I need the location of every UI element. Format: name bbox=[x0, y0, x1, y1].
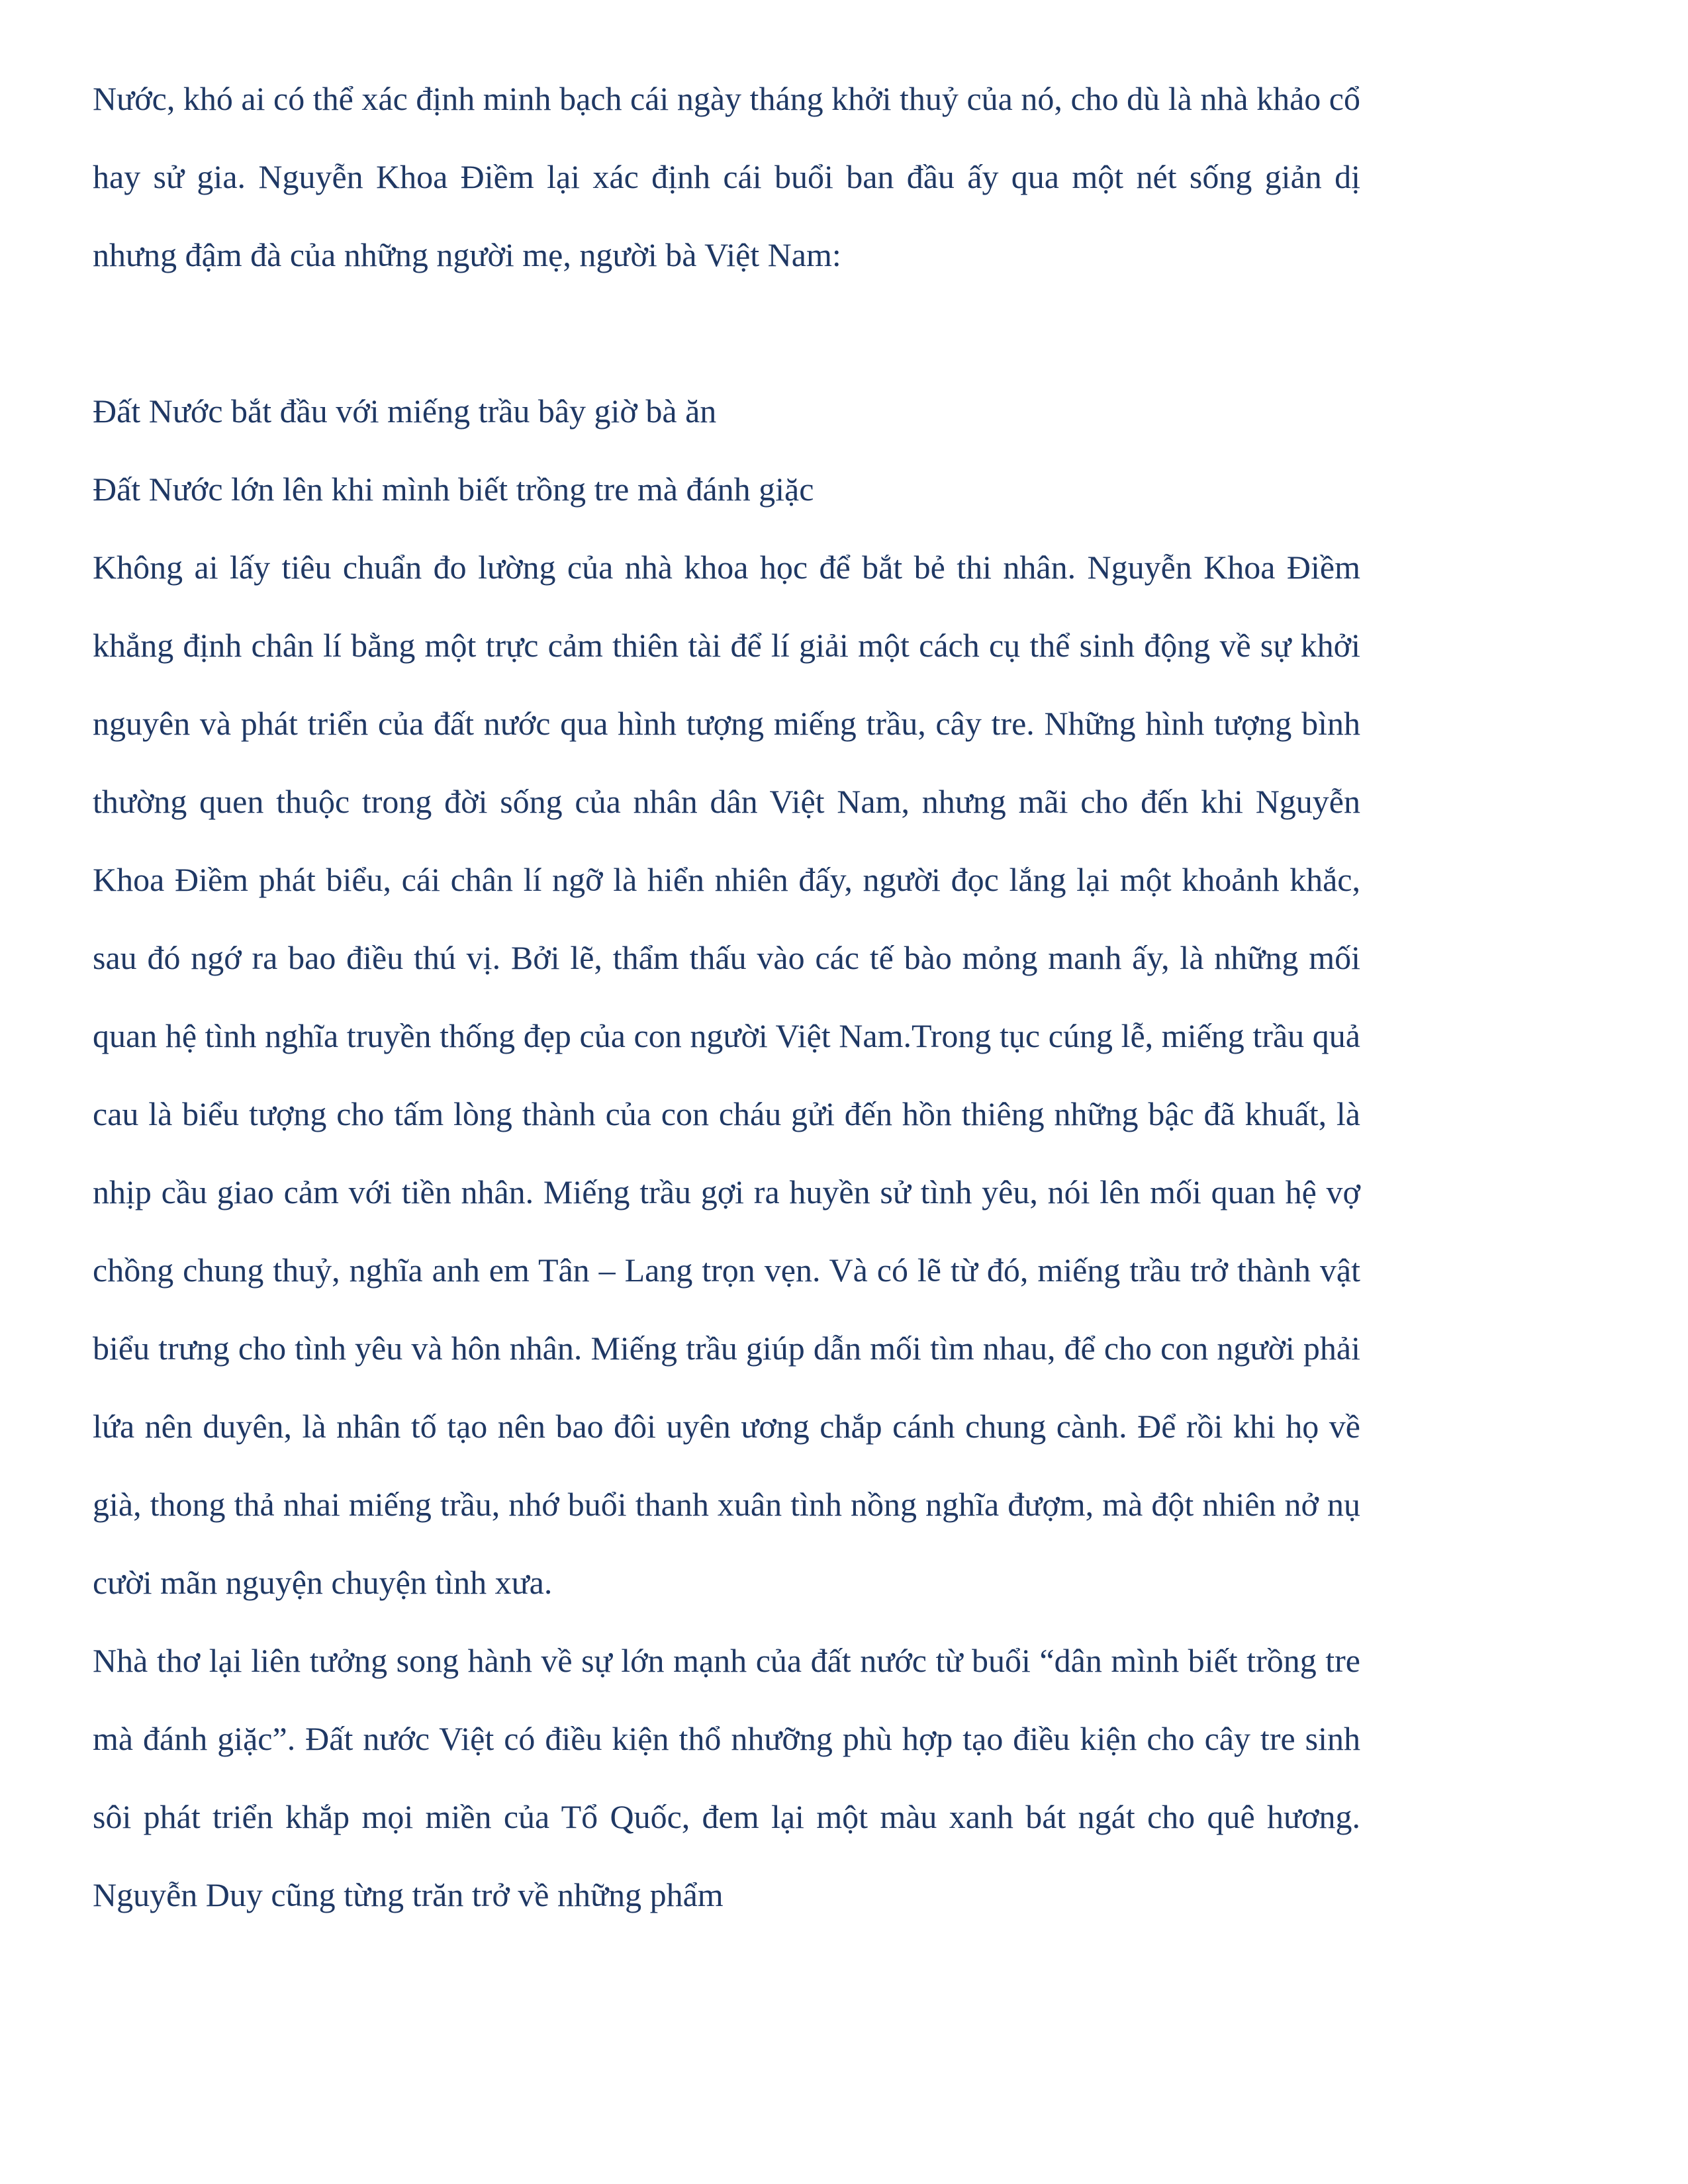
blank-line bbox=[93, 294, 1360, 372]
paragraph-analysis-trau: Không ai lấy tiêu chuẩn đo lường của nhà khoa học để bắt bẻ thi nhân. Nguyễn Khoa Điềm khẳng định chân lí bằng một trực cảm thiên tài để lí giải một cách cụ thể sinh động về sự khởi nguyên và phát triển của đất nước qua hình tượng miếng trầu, cây tre. Những hình tượng bình thường quen thuộc trong đời sống của nhân dân Việt Nam, nhưng mãi cho đến khi Nguyễn Khoa Điềm phát biểu, cái chân lí ngỡ là hiển nhiên đấy, người đọc lắng lại một khoảnh khắc, sau đó ngớ ra bao điều thú vị. Bởi lẽ, thẩm thấu vào các tế bào mỏng manh ấy, là những mối quan hệ tình nghĩa truyền thống đẹp của con người Việt Nam.Trong tục cúng lễ, miếng trầu quả cau là biểu tượng cho tấm lòng thành của con cháu gửi đến hồn thiêng những bậc đã khuất, là nhịp cầu giao cảm với tiền nhân. Miếng trầu gợi ra huyền sử tình yêu, nói lên mối quan hệ vợ chồng chung thuỷ, nghĩa anh em Tân – Lang trọn vẹn. Và có lẽ từ đó, miếng trầu trở thành vật biểu trưng cho tình yêu và hôn nhân. Miếng trầu giúp dẫn mối tìm nhau, để cho con người phải lứa nên duyên, là nhân tố tạo nên bao đôi uyên ương chắp cánh chung cành. Để rồi khi họ về già, thong thả nhai miếng trầu, nhớ buổi thanh xuân tình nồng nghĩa đượm, mà đột nhiên nở nụ cười mãn nguyện chuyện tình xưa. bbox=[93, 549, 1360, 1601]
paragraph-intro: Nước, khó ai có thể xác định minh bạch cái ngày tháng khởi thuỷ của nó, cho dù là nhà khảo cổ hay sử gia. Nguyễn Khoa Điềm lại xác định cái buổi ban đầu ấy qua một nét sống giản dị nhưng đậm đà của những người mẹ, người bà Việt Nam: bbox=[93, 80, 1360, 273]
verse-line-2: Đất Nước lớn lên khi mình biết trồng tre mà đánh giặc bbox=[93, 471, 814, 508]
document-text bbox=[93, 60, 1360, 1934]
paragraph-analysis-tre: Nhà thơ lại liên tưởng song hành về sự lớn mạnh của đất nước từ buổi “dân mình biết trồng tre mà đánh giặc”. Đất nước Việt có điều kiện thổ nhưỡng phù hợp tạo điều kiện cho cây tre sinh sôi phát triển khắp mọi miền của Tổ Quốc, đem lại một màu xanh bát ngát cho quê hương. Nguyễn Duy cũng từng trăn trở về những phẩm bbox=[93, 1642, 1360, 1913]
verse-line-1: Đất Nước bắt đầu với miếng trầu bây giờ bà ăn bbox=[93, 392, 717, 430]
